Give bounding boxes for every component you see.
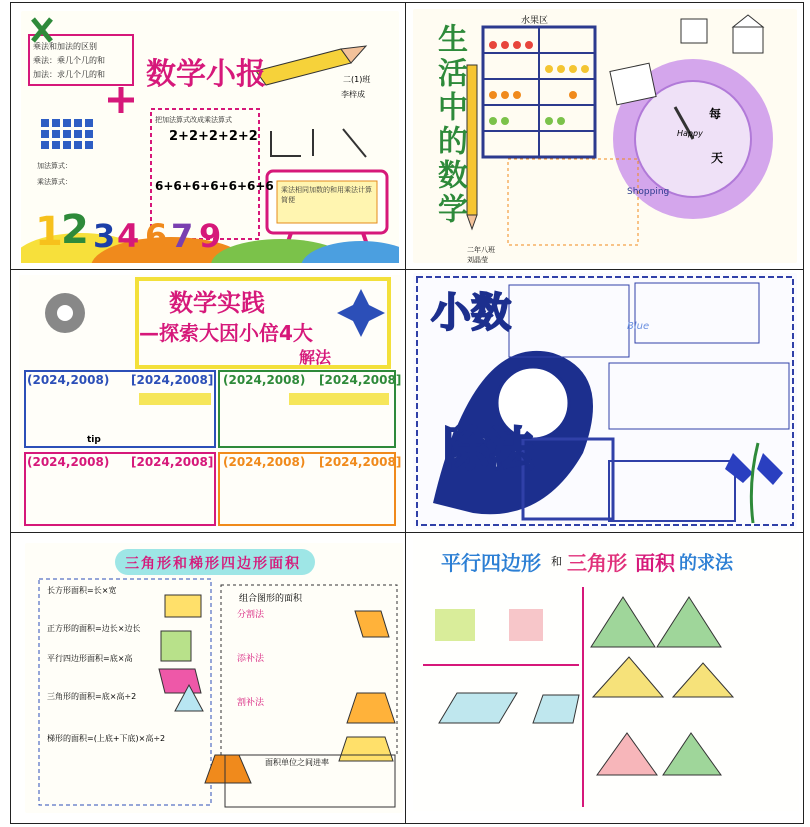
- poster5-formula-3: 平行四边形面积=底×高: [47, 654, 133, 663]
- poster1-digit-4: 4: [117, 217, 140, 255]
- poster3-box-6: [2024,2008]: [131, 455, 214, 469]
- poster-area-methods: [413, 537, 799, 811]
- poster1-digit-3: 3: [93, 217, 116, 255]
- poster6-drawing: [413, 537, 799, 811]
- poster3-title: 数学实践: [169, 289, 265, 317]
- poster5-method-2: 添补法: [237, 654, 265, 664]
- poster5-method-1: 分割法: [237, 610, 265, 620]
- poster1-digit-7: 7: [171, 217, 194, 255]
- poster5-method-3: 割补法: [237, 698, 265, 708]
- poster5-unit-title: 面积单位之间进率: [265, 758, 329, 767]
- poster5-drawing: [25, 543, 403, 813]
- poster1-note: 乘法相同加数的和用乘法计算简便: [281, 186, 372, 204]
- poster1-line-1: 乘法和加法的区别: [33, 42, 97, 51]
- poster-math-newspaper: [21, 11, 399, 263]
- poster1-eq-add: 加法算式：: [37, 162, 72, 170]
- poster5-title: 三角形和梯形四边形面积: [125, 556, 301, 572]
- poster3-box-3: (2024,2008): [223, 373, 306, 387]
- poster5-formula-1: 长方形面积=长×宽: [47, 586, 117, 595]
- poster-decimal-division: [413, 273, 797, 529]
- poster4-blue-label: Blue: [627, 321, 650, 332]
- poster4-title-a: 小数: [431, 290, 511, 336]
- poster1-eq-mul: 乘法算式：: [37, 178, 72, 186]
- poster6-title-a: 平行四边形: [441, 551, 541, 575]
- poster1-digit-2: 2: [61, 207, 89, 253]
- poster2-clock-happy: Happy: [677, 129, 703, 138]
- poster2-store-label: 水果区: [521, 16, 549, 26]
- poster-life-math: [413, 9, 797, 263]
- poster1-digit-1: 1: [35, 209, 63, 255]
- poster3-box-8: [2024,2008]: [319, 455, 401, 469]
- grid-divider-2: [11, 532, 803, 533]
- poster3-box-5: (2024,2008): [27, 455, 110, 469]
- poster3-box-2: [2024,2008]: [131, 373, 214, 387]
- poster5-formula-5: 梯形的面积=(上底+下底)×高÷2: [47, 734, 166, 743]
- poster-shape-area: [25, 543, 403, 813]
- poster6-title-b: 三角形: [567, 551, 627, 575]
- poster-grid: [10, 2, 804, 824]
- poster1-heading: 把加法算式改成乘法算式: [155, 116, 232, 124]
- poster3-subtitle-2: 解法: [299, 348, 332, 367]
- poster3-tip: tip: [87, 435, 101, 445]
- poster1-digit-9: 9: [199, 217, 222, 255]
- poster1-class: 二(1)班: [343, 75, 371, 84]
- poster2-clock-every: 每: [709, 107, 722, 121]
- poster2-title: 生活中的数学: [432, 23, 467, 227]
- poster6-title-and: 和: [551, 555, 562, 568]
- poster1-line-2: 乘法：乘几个几的和: [33, 56, 105, 65]
- poster4-title-b: 除法: [443, 422, 535, 476]
- poster6-title-c: 面积: [635, 551, 675, 575]
- poster1-name: 李梓成: [341, 90, 365, 99]
- poster2-class: 二年八班: [467, 246, 495, 254]
- poster3-box-4: [2024,2008]: [319, 373, 401, 387]
- poster-math-practice: [19, 275, 401, 527]
- poster1-title: 数学小报: [146, 57, 266, 92]
- poster5-method-title: 组合图形的面积: [239, 594, 303, 604]
- poster5-formula-2: 正方形的面积=边长×边长: [47, 624, 141, 633]
- poster5-formula-4: 三角形的面积=底×高÷2: [47, 692, 137, 701]
- poster1-line-3: 加法：求几个几的和: [33, 70, 105, 79]
- poster3-subtitle: —探索大因小倍4大: [139, 321, 313, 345]
- poster1-sum-2: 6+6+6+6+6+6+6: [155, 179, 274, 193]
- poster2-name: 刘晶莹: [467, 256, 488, 263]
- poster1-digit-6: 6: [145, 217, 168, 255]
- grid-vertical-divider: [405, 3, 406, 823]
- grid-divider-1: [11, 269, 803, 270]
- poster1-sum-1: 2+2+2+2+2: [169, 129, 258, 144]
- poster3-box-7: (2024,2008): [223, 455, 306, 469]
- poster6-title-d: 的求法: [679, 553, 733, 574]
- poster3-box-1: (2024,2008): [27, 373, 110, 387]
- poster2-clock-day: 天: [711, 151, 724, 165]
- poster2-shopping-label: Shopping: [627, 187, 670, 197]
